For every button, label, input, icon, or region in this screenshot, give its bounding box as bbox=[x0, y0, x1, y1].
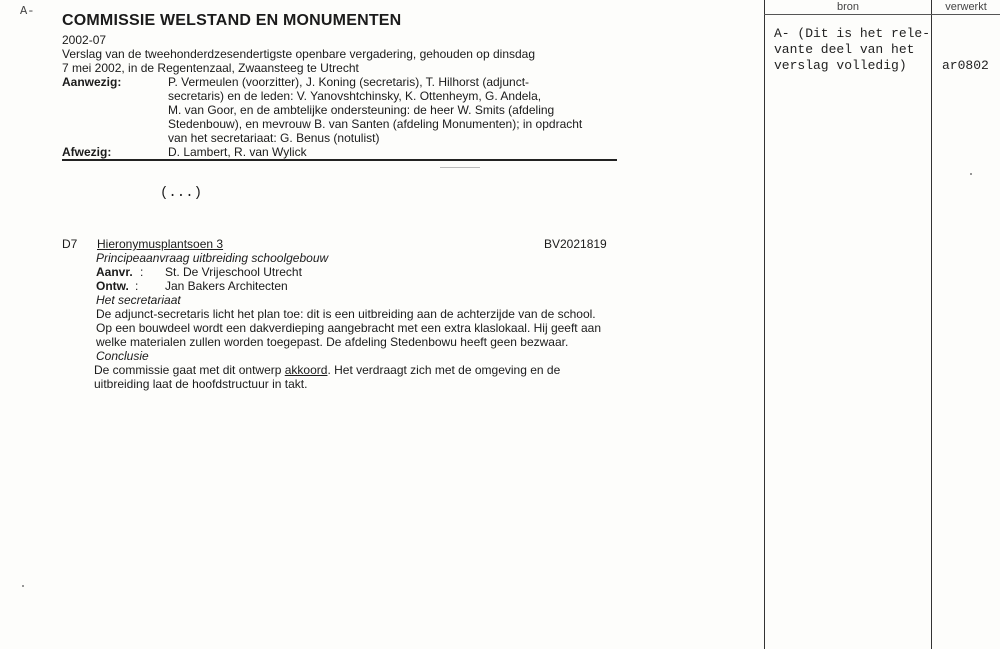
source-note-line-3: verslag volledig) bbox=[774, 58, 907, 73]
item-request: Principeaanvraag uitbreiding schoolgebouw bbox=[96, 251, 329, 265]
omission-ellipsis: (...) bbox=[160, 185, 203, 201]
conclusion-text-start: De commissie gaat met dit ontwerp bbox=[94, 363, 285, 377]
present-line-4: Stedenbouw), en mevrouw B. van Santen (afdeling Monumenten); in opdracht bbox=[168, 117, 583, 131]
item-reference: BV2021819 bbox=[544, 237, 607, 251]
present-line-2: secretaris) en de leden: V. Yanovshtchinsky, K. Ottenheym, G. Andela, bbox=[168, 89, 542, 103]
column-header-rule bbox=[764, 14, 1000, 15]
item-location: Hieronymusplantsoen 3 bbox=[97, 237, 224, 251]
source-note-line-1: A- (Dit is het rele- bbox=[774, 26, 931, 41]
designer-value: Jan Bakers Architecten bbox=[165, 279, 288, 293]
conclusion-line-2: uitbreiding laat de hoofdstructuur in takt. bbox=[94, 377, 308, 391]
document-title: COMMISSIE WELSTAND EN MONUMENTEN bbox=[62, 12, 402, 29]
secretariat-line-2: Op een bouwdeel wordt een dakverdieping aangebracht met een extra klaslokaal. Hij geeft aan bbox=[96, 321, 601, 335]
conclusion-text-end: . Het verdraagt zich met de omgeving en de bbox=[327, 363, 561, 377]
meeting-number: 2002-07 bbox=[62, 33, 107, 47]
meeting-description-line-2: 7 mei 2002, in de Regentenzaal, Zwaansteeg te Utrecht bbox=[62, 61, 359, 75]
applicant-label: Aanvr. bbox=[96, 265, 133, 279]
corner-mark: A- bbox=[20, 4, 35, 18]
present-label: Aanwezig: bbox=[62, 75, 122, 89]
applicant-separator: : bbox=[140, 265, 144, 279]
column-header-bron: bron bbox=[836, 1, 860, 13]
conclusion-heading: Conclusie bbox=[96, 349, 149, 363]
item-code: D7 bbox=[62, 237, 78, 251]
conclusion-line-1 bbox=[94, 363, 560, 377]
processed-code: ar0802 bbox=[942, 58, 989, 73]
designer-label: Ontw. bbox=[96, 279, 129, 293]
present-line-3: M. van Goor, en de ambtelijke ondersteuning: de heer W. Smits (afdeling bbox=[168, 103, 555, 117]
column-header-verwerkt: verwerkt bbox=[945, 1, 987, 13]
designer-separator: : bbox=[135, 279, 139, 293]
header-rule bbox=[62, 159, 617, 161]
source-note-line-2: vante deel van het bbox=[774, 42, 915, 57]
conclusion-keyword: akkoord bbox=[284, 363, 328, 377]
secretariat-heading: Het secretariaat bbox=[96, 293, 181, 307]
column-divider-left bbox=[764, 0, 765, 649]
secretariat-line-1: De adjunct-secretaris licht het plan toe: dit is een uitbreiding aan de achterzijde van de school. bbox=[96, 307, 596, 321]
absent-value: D. Lambert, R. van Wylick bbox=[168, 145, 307, 159]
absent-label: Afwezig: bbox=[62, 145, 112, 159]
secretariat-line-3: welke materialen zullen worden toegepast. De afdeling Stedenbowu heeft geen bezwaar. bbox=[96, 335, 569, 349]
meeting-description-line-1: Verslag van de tweehonderdzesendertigste openbare vergadering, gehouden op dinsdag bbox=[62, 47, 536, 61]
scan-speck bbox=[22, 585, 24, 587]
scan-speck bbox=[970, 173, 972, 175]
scan-mark bbox=[440, 167, 480, 168]
column-divider-right bbox=[931, 0, 932, 649]
present-line-1: P. Vermeulen (voorzitter), J. Koning (secretaris), T. Hilhorst (adjunct- bbox=[168, 75, 530, 89]
present-line-5: van het secretariaat: G. Benus (notulist) bbox=[168, 131, 380, 145]
applicant-value: St. De Vrijeschool Utrecht bbox=[165, 265, 302, 279]
